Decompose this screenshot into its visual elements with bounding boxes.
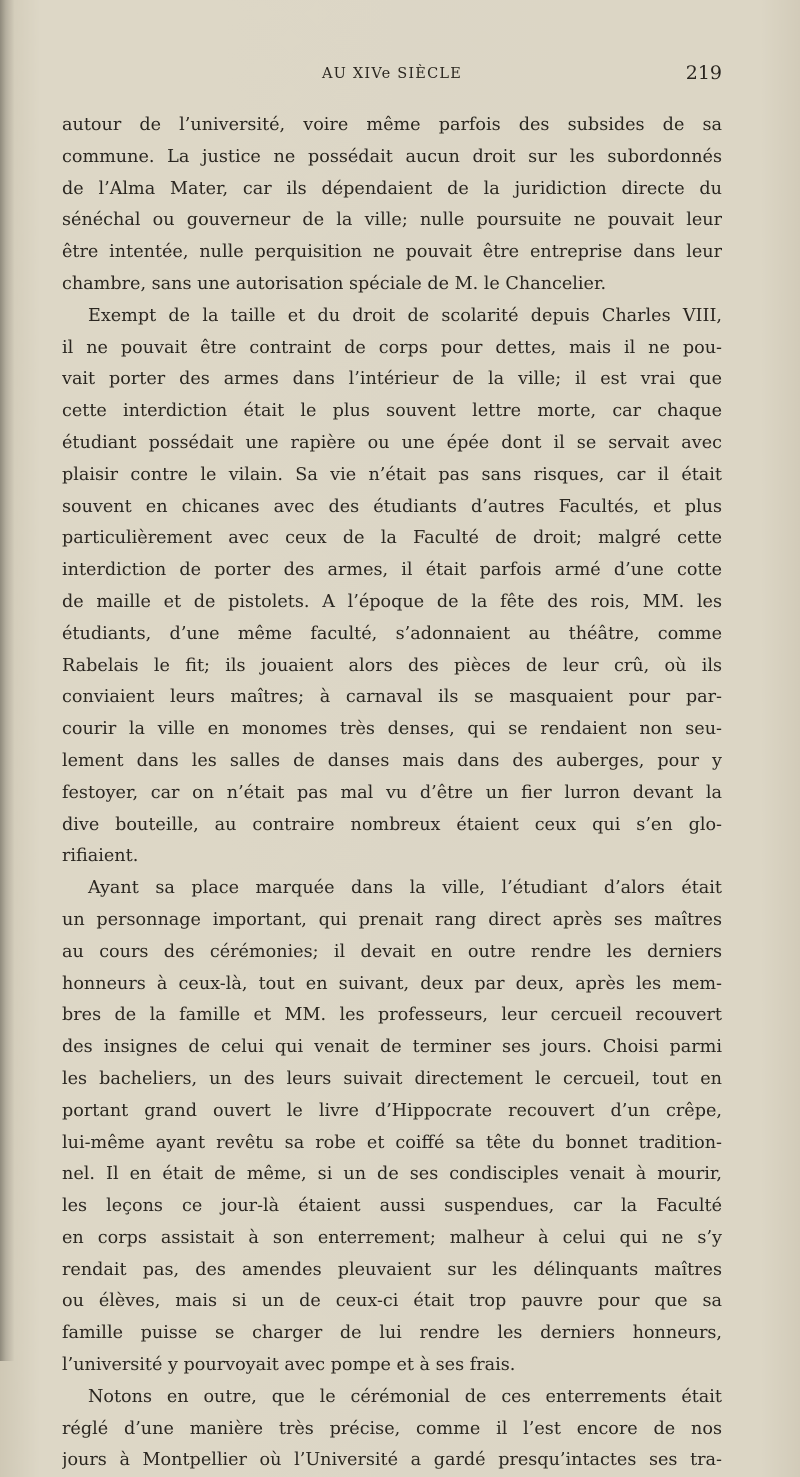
text-line: rendait pas, des amendes pleuvaient sur les délinquants maîtres bbox=[62, 1259, 722, 1280]
text-line: sénéchal ou gouverneur de la ville; nulle poursuite ne pouvait leur bbox=[62, 210, 722, 231]
text-line: portant grand ouvert le livre d’Hippocrate recouvert d’un crêpe, bbox=[62, 1100, 722, 1121]
text-line: souvent en chicanes avec des étudiants d’autres Facultés, et plus bbox=[62, 496, 722, 517]
book-spine-shadow bbox=[0, 0, 14, 1361]
text-line: courir la ville en monomes très denses, qui se rendaient non seu- bbox=[62, 719, 722, 740]
text-line: des insignes de celui qui venait de terminer ses jours. Choisi parmi bbox=[62, 1037, 722, 1058]
text-line: l’université y pourvoyait avec pompe et à ses frais. bbox=[62, 1355, 516, 1376]
text-line: ou élèves, mais si un de ceux-ci était trop pauvre pour que sa bbox=[62, 1291, 722, 1312]
text-line: réglé d’une manière très précise, comme il l’est encore de nos bbox=[62, 1418, 722, 1439]
text-line: lui-même ayant revêtu sa robe et coiffé sa tête du bonnet tradition- bbox=[62, 1132, 722, 1153]
text-line: famille puisse se charger de lui rendre les derniers honneurs, bbox=[62, 1323, 722, 1344]
text-line: être intentée, nulle perquisition ne pouvait être entreprise dans leur bbox=[62, 242, 722, 263]
page-number: 219 bbox=[685, 62, 722, 84]
text-line: cette interdiction était le plus souvent lettre morte, car chaque bbox=[62, 401, 722, 422]
page-header bbox=[62, 60, 722, 90]
text-line: Rabelais le fit; ils jouaient alors des pièces de leur crû, où ils bbox=[62, 655, 722, 676]
text-line: rifiaient. bbox=[62, 846, 139, 867]
text-line: conviaient leurs maîtres; à carnaval ils se masquaient pour par- bbox=[62, 687, 722, 708]
text-line: de l’Alma Mater, car ils dépendaient de la juridiction directe du bbox=[62, 178, 722, 199]
text-line: chambre, sans une autorisation spéciale de M. le Chancelier. bbox=[62, 273, 607, 294]
text-line: festoyer, car on n’était pas mal vu d’être un fier lurron devant la bbox=[62, 782, 722, 803]
text-line: particulièrement avec ceux de la Faculté de droit; malgré cette bbox=[62, 528, 722, 549]
text-line: jours à Montpellier où l’Université a gardé presqu’intactes ses tra- bbox=[62, 1450, 722, 1471]
body-text bbox=[62, 110, 722, 1477]
text-line: au cours des cérémonies; il devait en outre rendre les derniers bbox=[62, 941, 722, 962]
text-line: bres de la famille et MM. les professeurs, leur cercueil recouvert bbox=[62, 1005, 722, 1026]
text-line: commune. La justice ne possédait aucun droit sur les subordonnés bbox=[62, 146, 722, 167]
text-line: un personnage important, qui prenait rang direct après ses maîtres bbox=[62, 909, 722, 930]
text-line: nel. Il en était de même, si un de ses condisciples venait à mourir, bbox=[62, 1164, 722, 1185]
text-line: les leçons ce jour-là étaient aussi suspendues, car la Faculté bbox=[62, 1196, 722, 1217]
text-line: étudiant possédait une rapière ou une épée dont il se servait avec bbox=[62, 432, 722, 453]
text-line: vait porter des armes dans l’intérieur de la ville; il est vrai que bbox=[62, 369, 722, 390]
text-line: Notons en outre, que le cérémonial de ces enterrements était bbox=[88, 1386, 722, 1407]
text-line: lement dans les salles de danses mais dans des auberges, pour y bbox=[62, 750, 722, 771]
text-line: Ayant sa place marquée dans la ville, l’étudiant d’alors était bbox=[88, 878, 722, 899]
text-line: honneurs à ceux-là, tout en suivant, deux par deux, après les mem- bbox=[62, 973, 722, 994]
text-line: interdiction de porter des armes, il était parfois armé d’une cotte bbox=[62, 560, 722, 581]
text-line: Exempt de la taille et du droit de scolarité depuis Charles VIII, bbox=[88, 305, 722, 326]
text-line: de maille et de pistolets. A l’époque de la fête des rois, MM. les bbox=[62, 591, 722, 612]
text-line: plaisir contre le vilain. Sa vie n’était pas sans risques, car il était bbox=[62, 464, 722, 485]
text-line: il ne pouvait être contraint de corps pour dettes, mais il ne pou- bbox=[62, 337, 722, 358]
running-title: AU XIVe SIÈCLE bbox=[321, 66, 463, 82]
text-line: dive bouteille, au contraire nombreux étaient ceux qui s’en glo- bbox=[62, 814, 722, 835]
text-line: en corps assistait à son enterrement; malheur à celui qui ne s’y bbox=[62, 1227, 722, 1248]
text-line: les bacheliers, un des leurs suivait directement le cercueil, tout en bbox=[62, 1068, 722, 1089]
text-line: étudiants, d’une même faculté, s’adonnaient au théâtre, comme bbox=[62, 623, 722, 644]
text-line: autour de l’université, voire même parfois des subsides de sa bbox=[62, 115, 722, 135]
